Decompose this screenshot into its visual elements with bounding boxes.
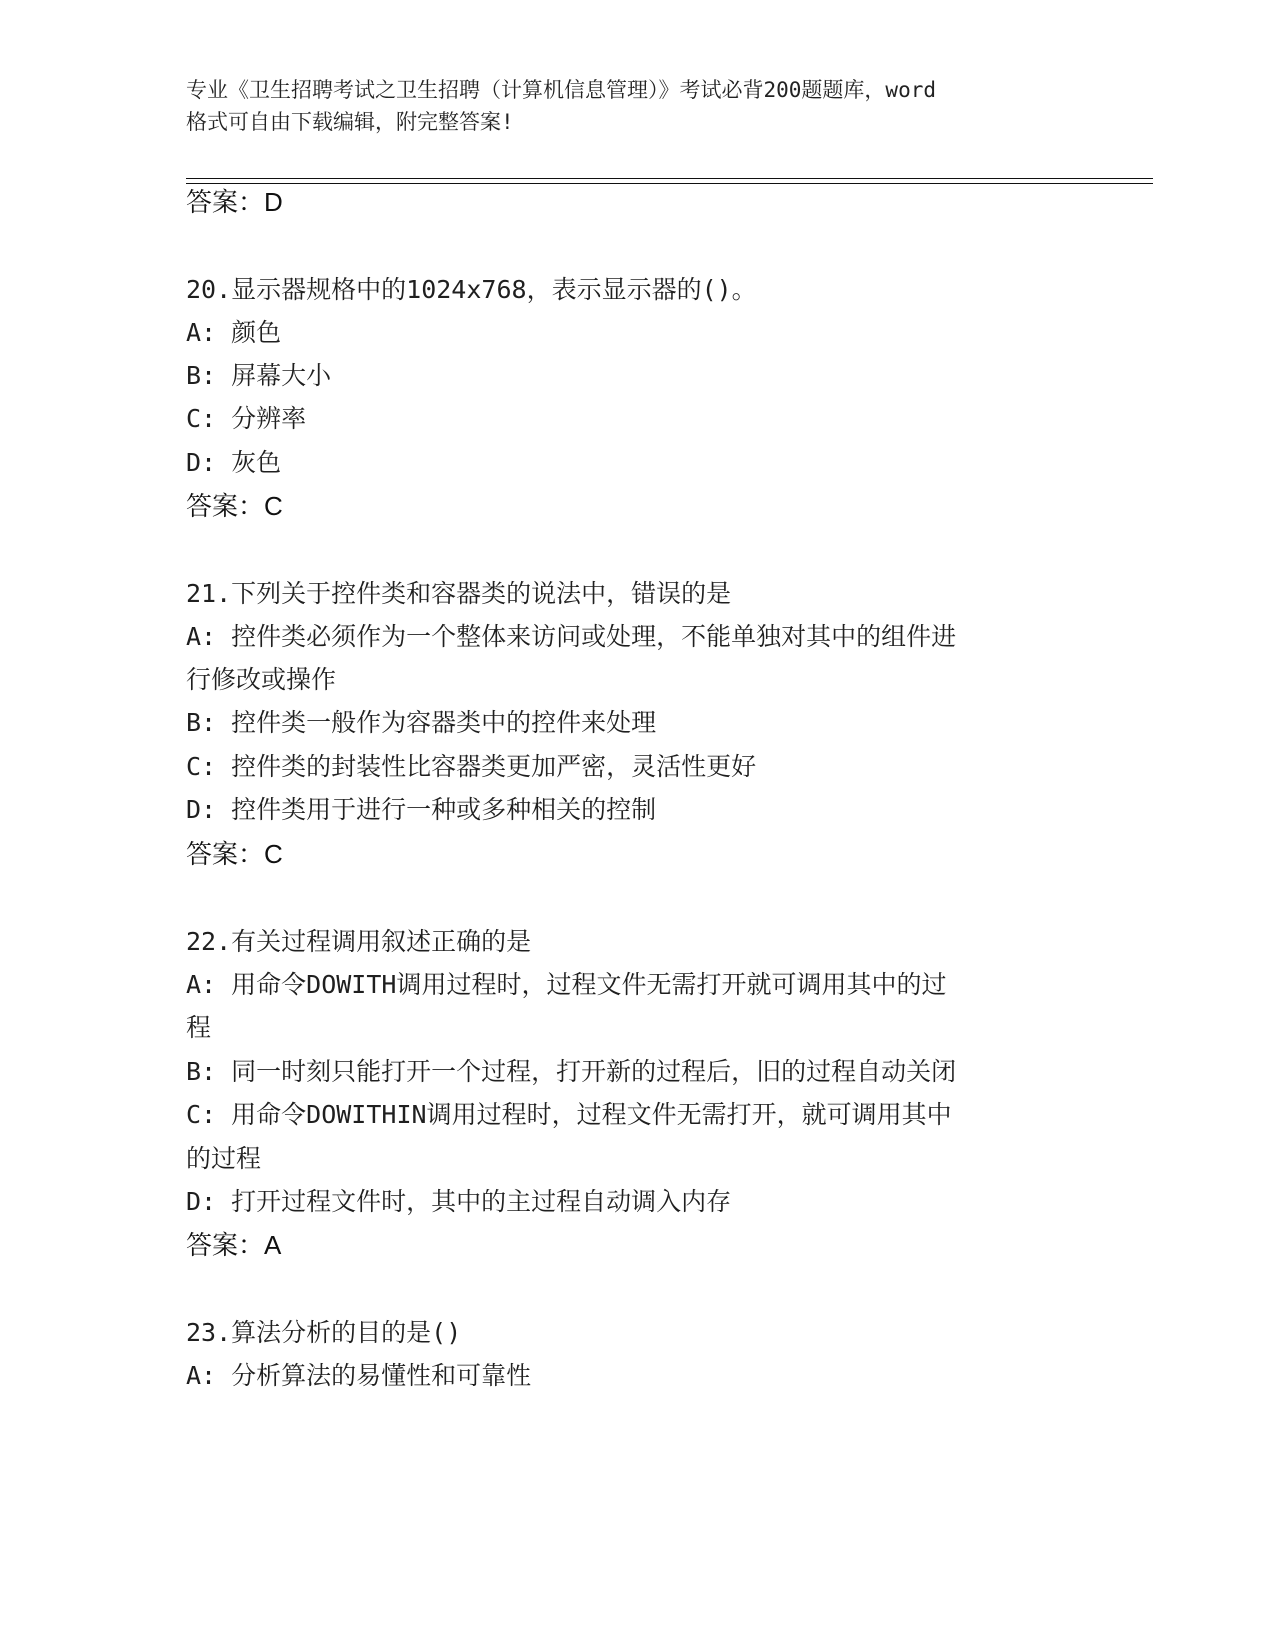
question-20-stem: 20.显示器规格中的1024x768，表示显示器的()。 (186, 275, 757, 304)
question-20-option-d: D: 灰色 (186, 448, 282, 477)
header-title-line-2: 格式可自由下载编辑，附完整答案! (186, 110, 514, 134)
question-21-stem: 21.下列关于控件类和容器类的说法中，错误的是 (186, 579, 732, 608)
previous-answer: 答案：D (186, 187, 283, 217)
question-22-option-b: B: 同一时刻只能打开一个过程，打开新的过程后，旧的过程自动关闭 (186, 1057, 957, 1086)
question-20-option-b: B: 屏幕大小 (186, 361, 332, 390)
question-22-stem: 22.有关过程调用叙述正确的是 (186, 927, 532, 956)
question-20-option-c: C: 分辨率 (186, 404, 307, 433)
document-header (186, 74, 1086, 138)
question-21-option-c: C: 控件类的封装性比容器类更加严密，灵活性更好 (186, 752, 757, 781)
question-20-option-a: A: 颜色 (186, 318, 282, 347)
question-22-answer: 答案：A (186, 1230, 282, 1260)
question-22-option-c-continued: 的过程 (186, 1144, 262, 1173)
question-21-option-b: B: 控件类一般作为容器类中的控件来处理 (186, 708, 657, 737)
question-22-option-a: A: 用命令DOWITH调用过程时，过程文件无需打开就可调用其中的过 (186, 970, 947, 999)
question-21-answer: 答案：C (186, 839, 283, 869)
question-21-option-d: D: 控件类用于进行一种或多种相关的控制 (186, 795, 657, 824)
question-22-option-a-continued: 程 (186, 1013, 212, 1042)
question-21-option-a: A: 控件类必须作为一个整体来访问或处理，不能单独对其中的组件进 (186, 622, 957, 651)
question-21-option-a-continued: 行修改或操作 (186, 665, 337, 694)
question-23-stem: 23.算法分析的目的是() (186, 1318, 462, 1347)
question-22-option-c: C: 用命令DOWITHIN调用过程时，过程文件无需打开，就可调用其中 (186, 1100, 952, 1129)
question-22-option-d: D: 打开过程文件时，其中的主过程自动调入内存 (186, 1187, 732, 1216)
header-title-line-1: 专业《卫生招聘考试之卫生招聘（计算机信息管理）》考试必背200题题库，word (186, 78, 936, 102)
question-20-answer: 答案：C (186, 491, 283, 521)
question-23-option-a: A: 分析算法的易懂性和可靠性 (186, 1361, 532, 1390)
